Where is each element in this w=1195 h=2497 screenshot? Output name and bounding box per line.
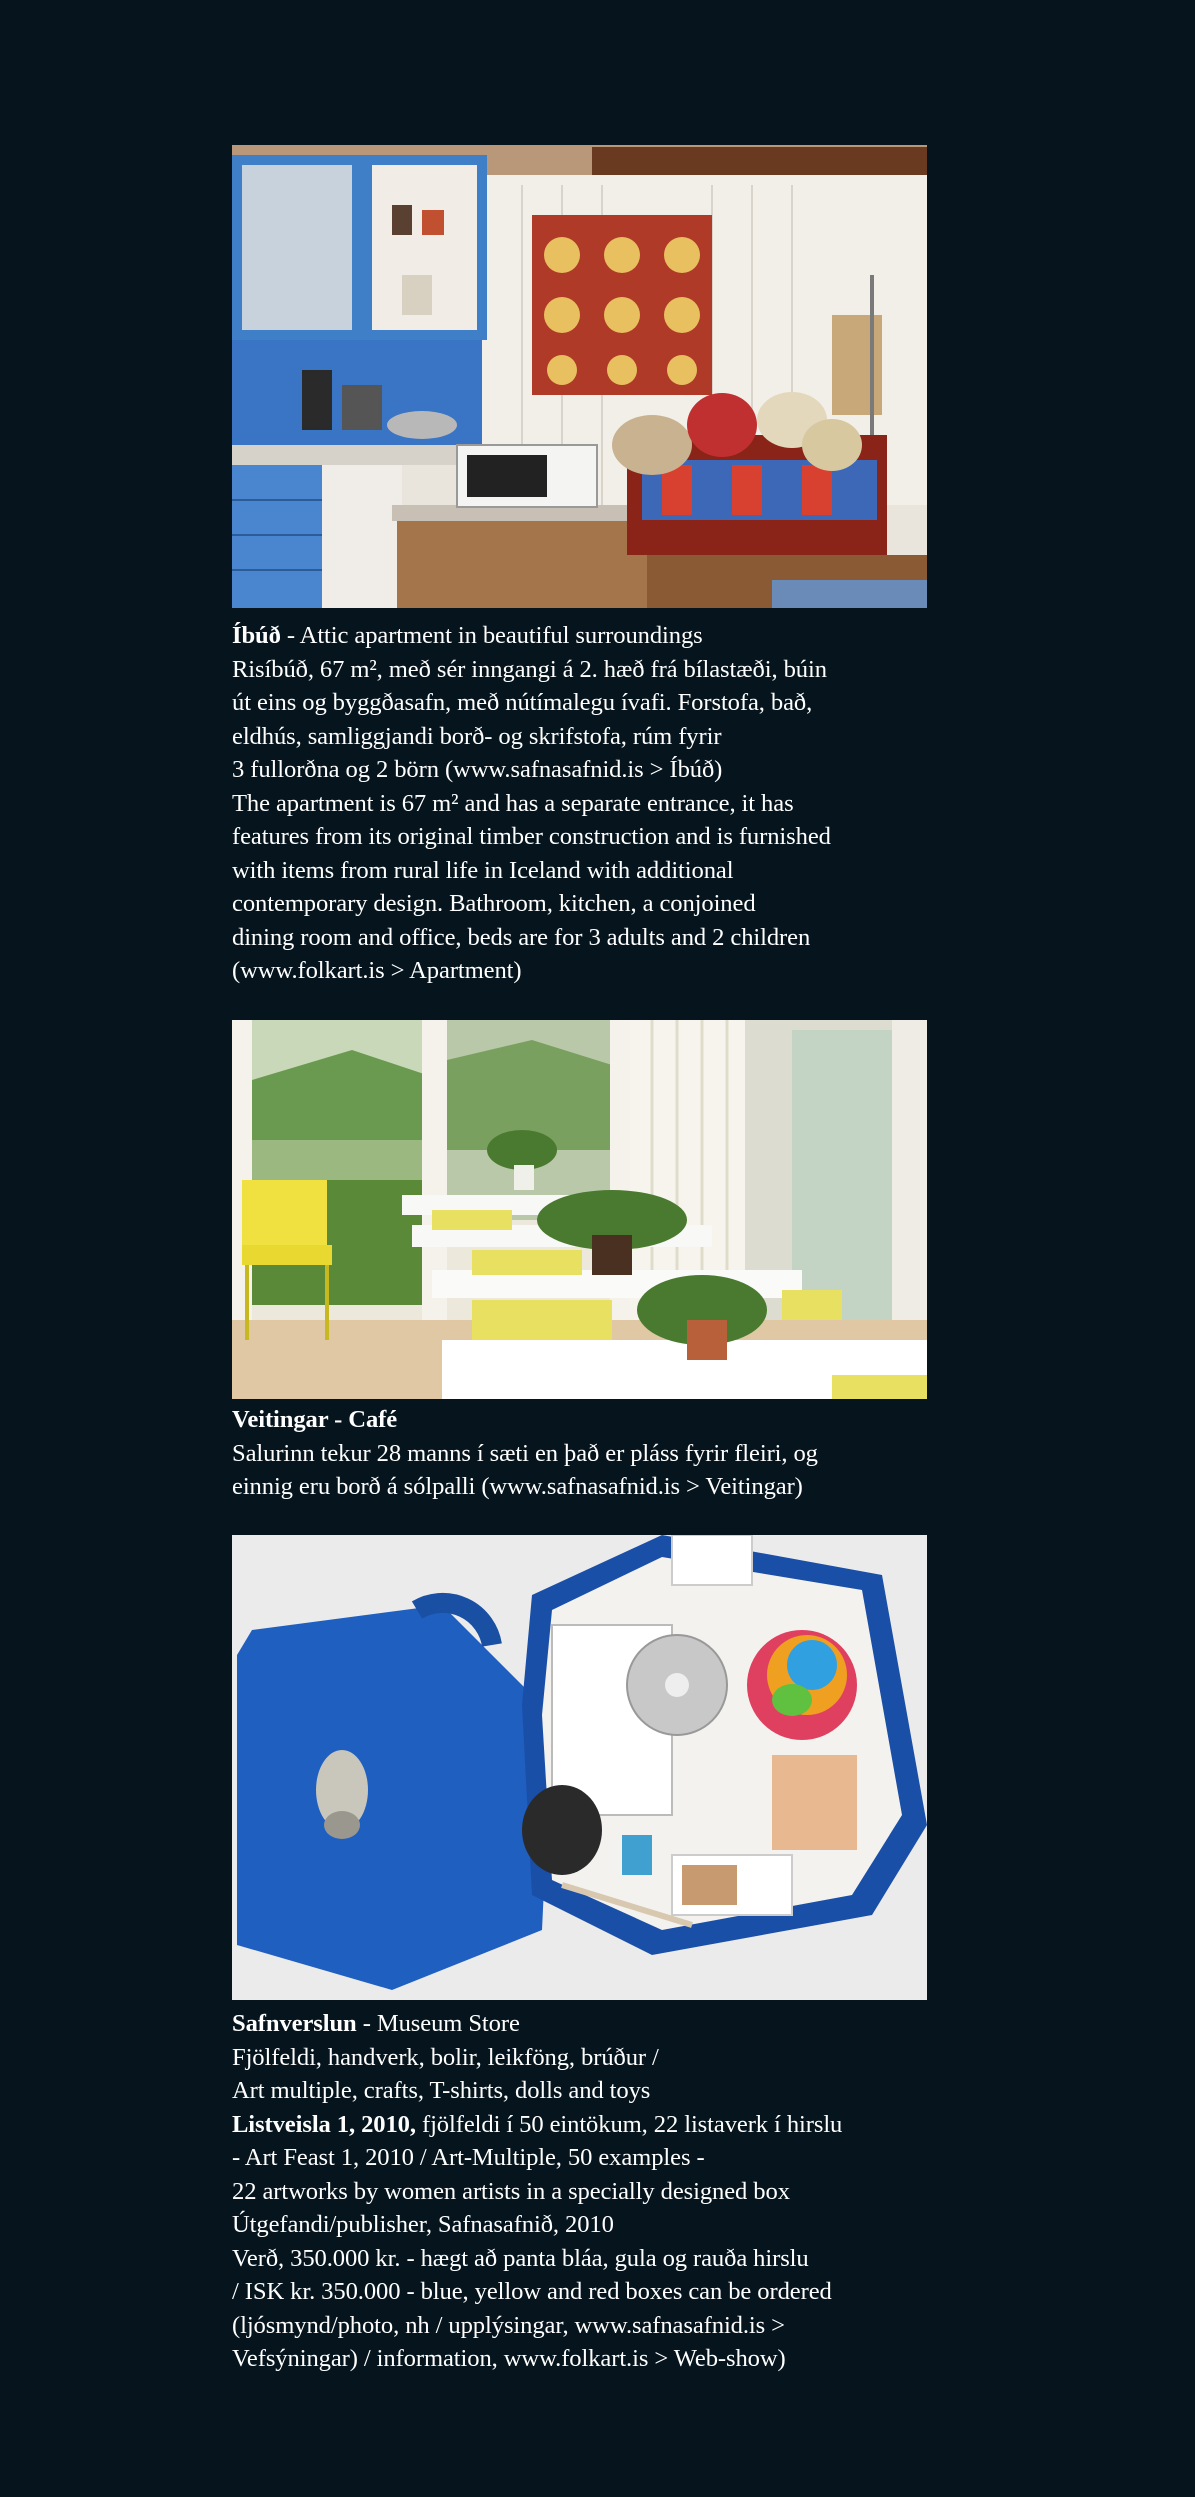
cafe-heading <box>232 1403 952 1437</box>
apartment-section <box>232 619 952 988</box>
apartment-line: eldhús, samliggjandi borð- og skrifstofa, rúm fyrir <box>232 722 722 750</box>
store-line: Útgefandi/publisher, Safnasafnið, 2010 <box>232 2211 614 2238</box>
apartment-line: út eins og byggðasafn, með nútímalegu ívafi. Forstofa, bað, <box>232 689 813 716</box>
cafe-section <box>232 1403 952 1504</box>
cafe-line: einnig eru borð á sólpalli (www.safnasafnid.is > Veitingar) <box>232 1473 803 1500</box>
apartment-line: 3 fullorðna og 2 börn (www.safnasafnid.is > Íbúð) <box>232 756 723 783</box>
apartment-line: dining room and office, beds are for 3 adults and 2 children <box>232 923 811 951</box>
apartment-line: The apartment is 67 m² and has a separate entrance, it has <box>232 789 794 817</box>
store-line: (ljósmynd/photo, nh / upplýsingar, www.safnasafnid.is > <box>232 2311 785 2339</box>
store-line: Verð, 350.000 kr. - hægt að panta bláa, gula og rauða hirslu <box>232 2244 809 2272</box>
art-feast-title: Listveisla 1, 2010, <box>232 2110 416 2138</box>
art-box-photo <box>232 1535 927 2000</box>
store-title: Safnverslun <box>232 2010 357 2037</box>
apartment-line: features from its original timber construction and is furnished <box>232 823 831 850</box>
apartment-line: with items from rural life in Iceland with additional <box>232 856 734 884</box>
store-line: 22 artworks by women artists in a specially designed box <box>232 2177 790 2205</box>
store-line: Fjölfeldi, handverk, bolir, leikföng, brúður / <box>232 2043 659 2071</box>
store-line: / ISK kr. 350.000 - blue, yellow and red boxes can be ordered <box>232 2278 832 2305</box>
art-feast-heading <box>232 2108 952 2142</box>
apartment-line: Risíbúð, 67 m², með sér inngangi á 2. hæð frá bílastæði, búin <box>232 655 827 683</box>
store-line: Art multiple, crafts, T-shirts, dolls and toys <box>232 2077 651 2104</box>
apartment-line: (www.folkart.is > Apartment) <box>232 957 522 984</box>
store-heading <box>232 2007 952 2041</box>
store-section <box>232 2007 952 2376</box>
store-line: - Art Feast 1, 2010 / Art-Multiple, 50 examples - <box>232 2144 705 2171</box>
apartment-line: contemporary design. Bathroom, kitchen, a conjoined <box>232 890 756 917</box>
cafe-line: Salurinn tekur 28 manns í sæti en það er pláss fyrir fleiri, og <box>232 1439 818 1467</box>
apartment-photo <box>232 145 927 608</box>
cafe-photo <box>232 1020 927 1399</box>
apartment-heading <box>232 619 952 653</box>
art-feast-desc: fjölfeldi í 50 eintökum, 22 listaverk í hirslu <box>415 2110 843 2138</box>
store-subtitle: - Museum Store <box>356 2010 520 2037</box>
store-line: Vefsýningar) / information, www.folkart.is > Web-show) <box>232 2345 786 2372</box>
apartment-subtitle: - Attic apartment in beautiful surroundings <box>280 622 703 649</box>
cafe-title: Veitingar - Café <box>232 1406 398 1433</box>
apartment-title: Íbúð <box>232 622 281 649</box>
